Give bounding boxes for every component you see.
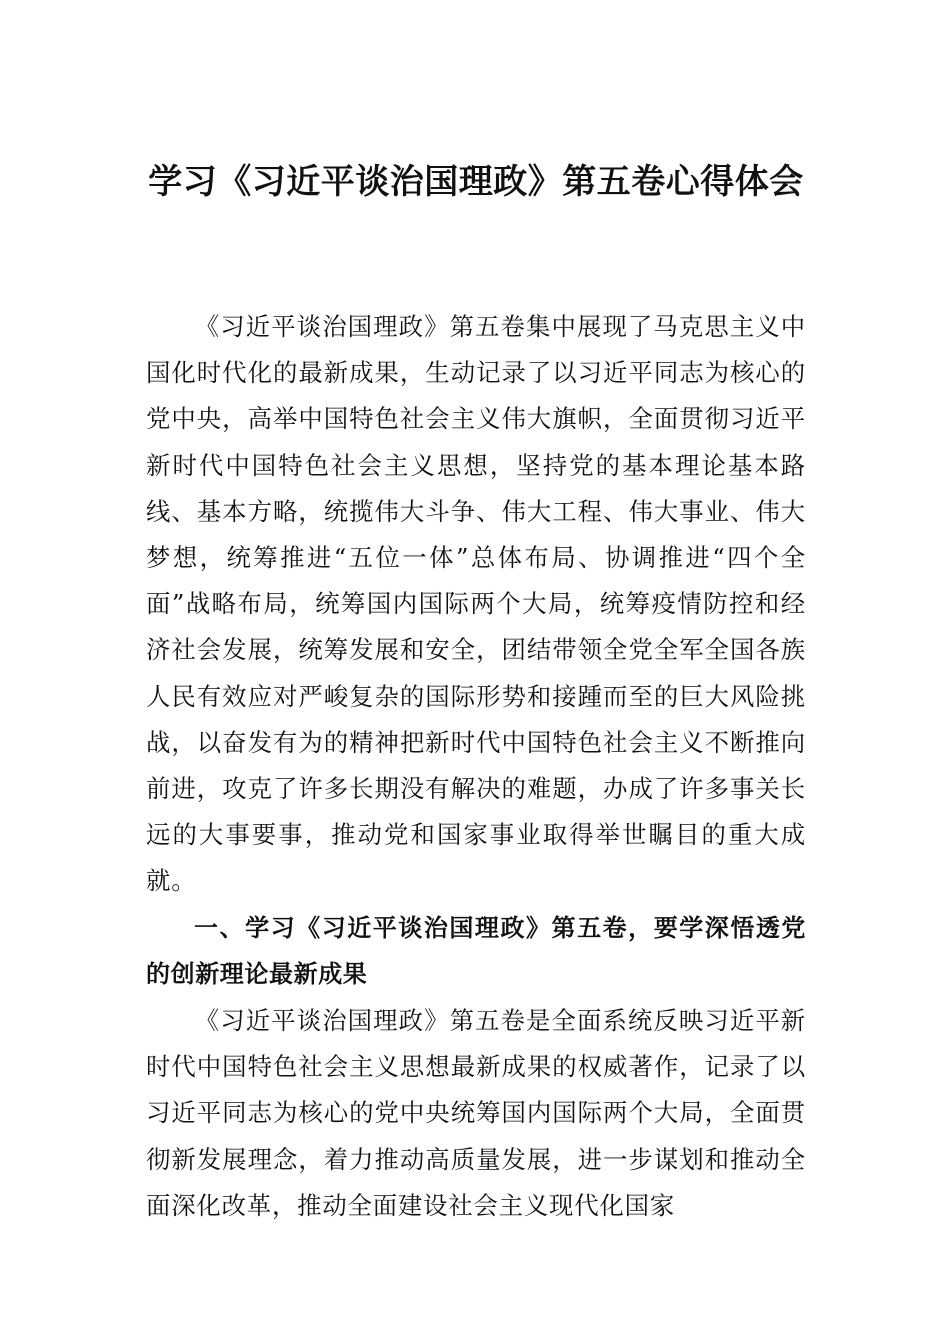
section-heading: 一、学习《习近平谈治国理政》第五卷，要学深悟透党的创新理论最新成果 [146, 914, 806, 988]
document-title: 学习《习近平谈治国理政》第五卷心得体会 [148, 162, 804, 202]
intro-paragraph: 《习近平谈治国理政》第五卷集中展现了马克思主义中国化时代化的最新成果，生动记录了以习近平同志为核心的党中央，高举中国特色社会主义伟大旗帜，全面贯彻习近平新时代中国特色社会主义思想，坚持党的基本理论基本路线、基本方略，统揽伟大斗争、伟大工程、伟大事业、伟大梦想，统筹推进“五位一体”总体布局、协调推进“四个全面”战略布局，统筹国内国际两个大局，统筹疫情防控和经济社会发展，统筹发展和安全，团结带领全党全军全国各族人民有效应对严峻复杂的国际形势和接踵而至的巨大风险挑战，以奋发有为的精神把新时代中国特色社会主义不断推向前进，攻克了许多长期没有解决的难题，办成了许多事关长远的大事要事，推动党和国家事业取得举世瞩目的重大成就。 [146, 312, 806, 896]
section-paragraph: 《习近平谈治国理政》第五卷是全面系统反映习近平新时代中国特色社会主义思想最新成果的权威著作，记录了以习近平同志为核心的党中央统筹国内国际两个大局，全面贯彻新发展理念，着力推动高质量发展，进一步谋划和推动全面深化改革，推动全面建设社会主义现代化国家 [146, 1006, 806, 1220]
